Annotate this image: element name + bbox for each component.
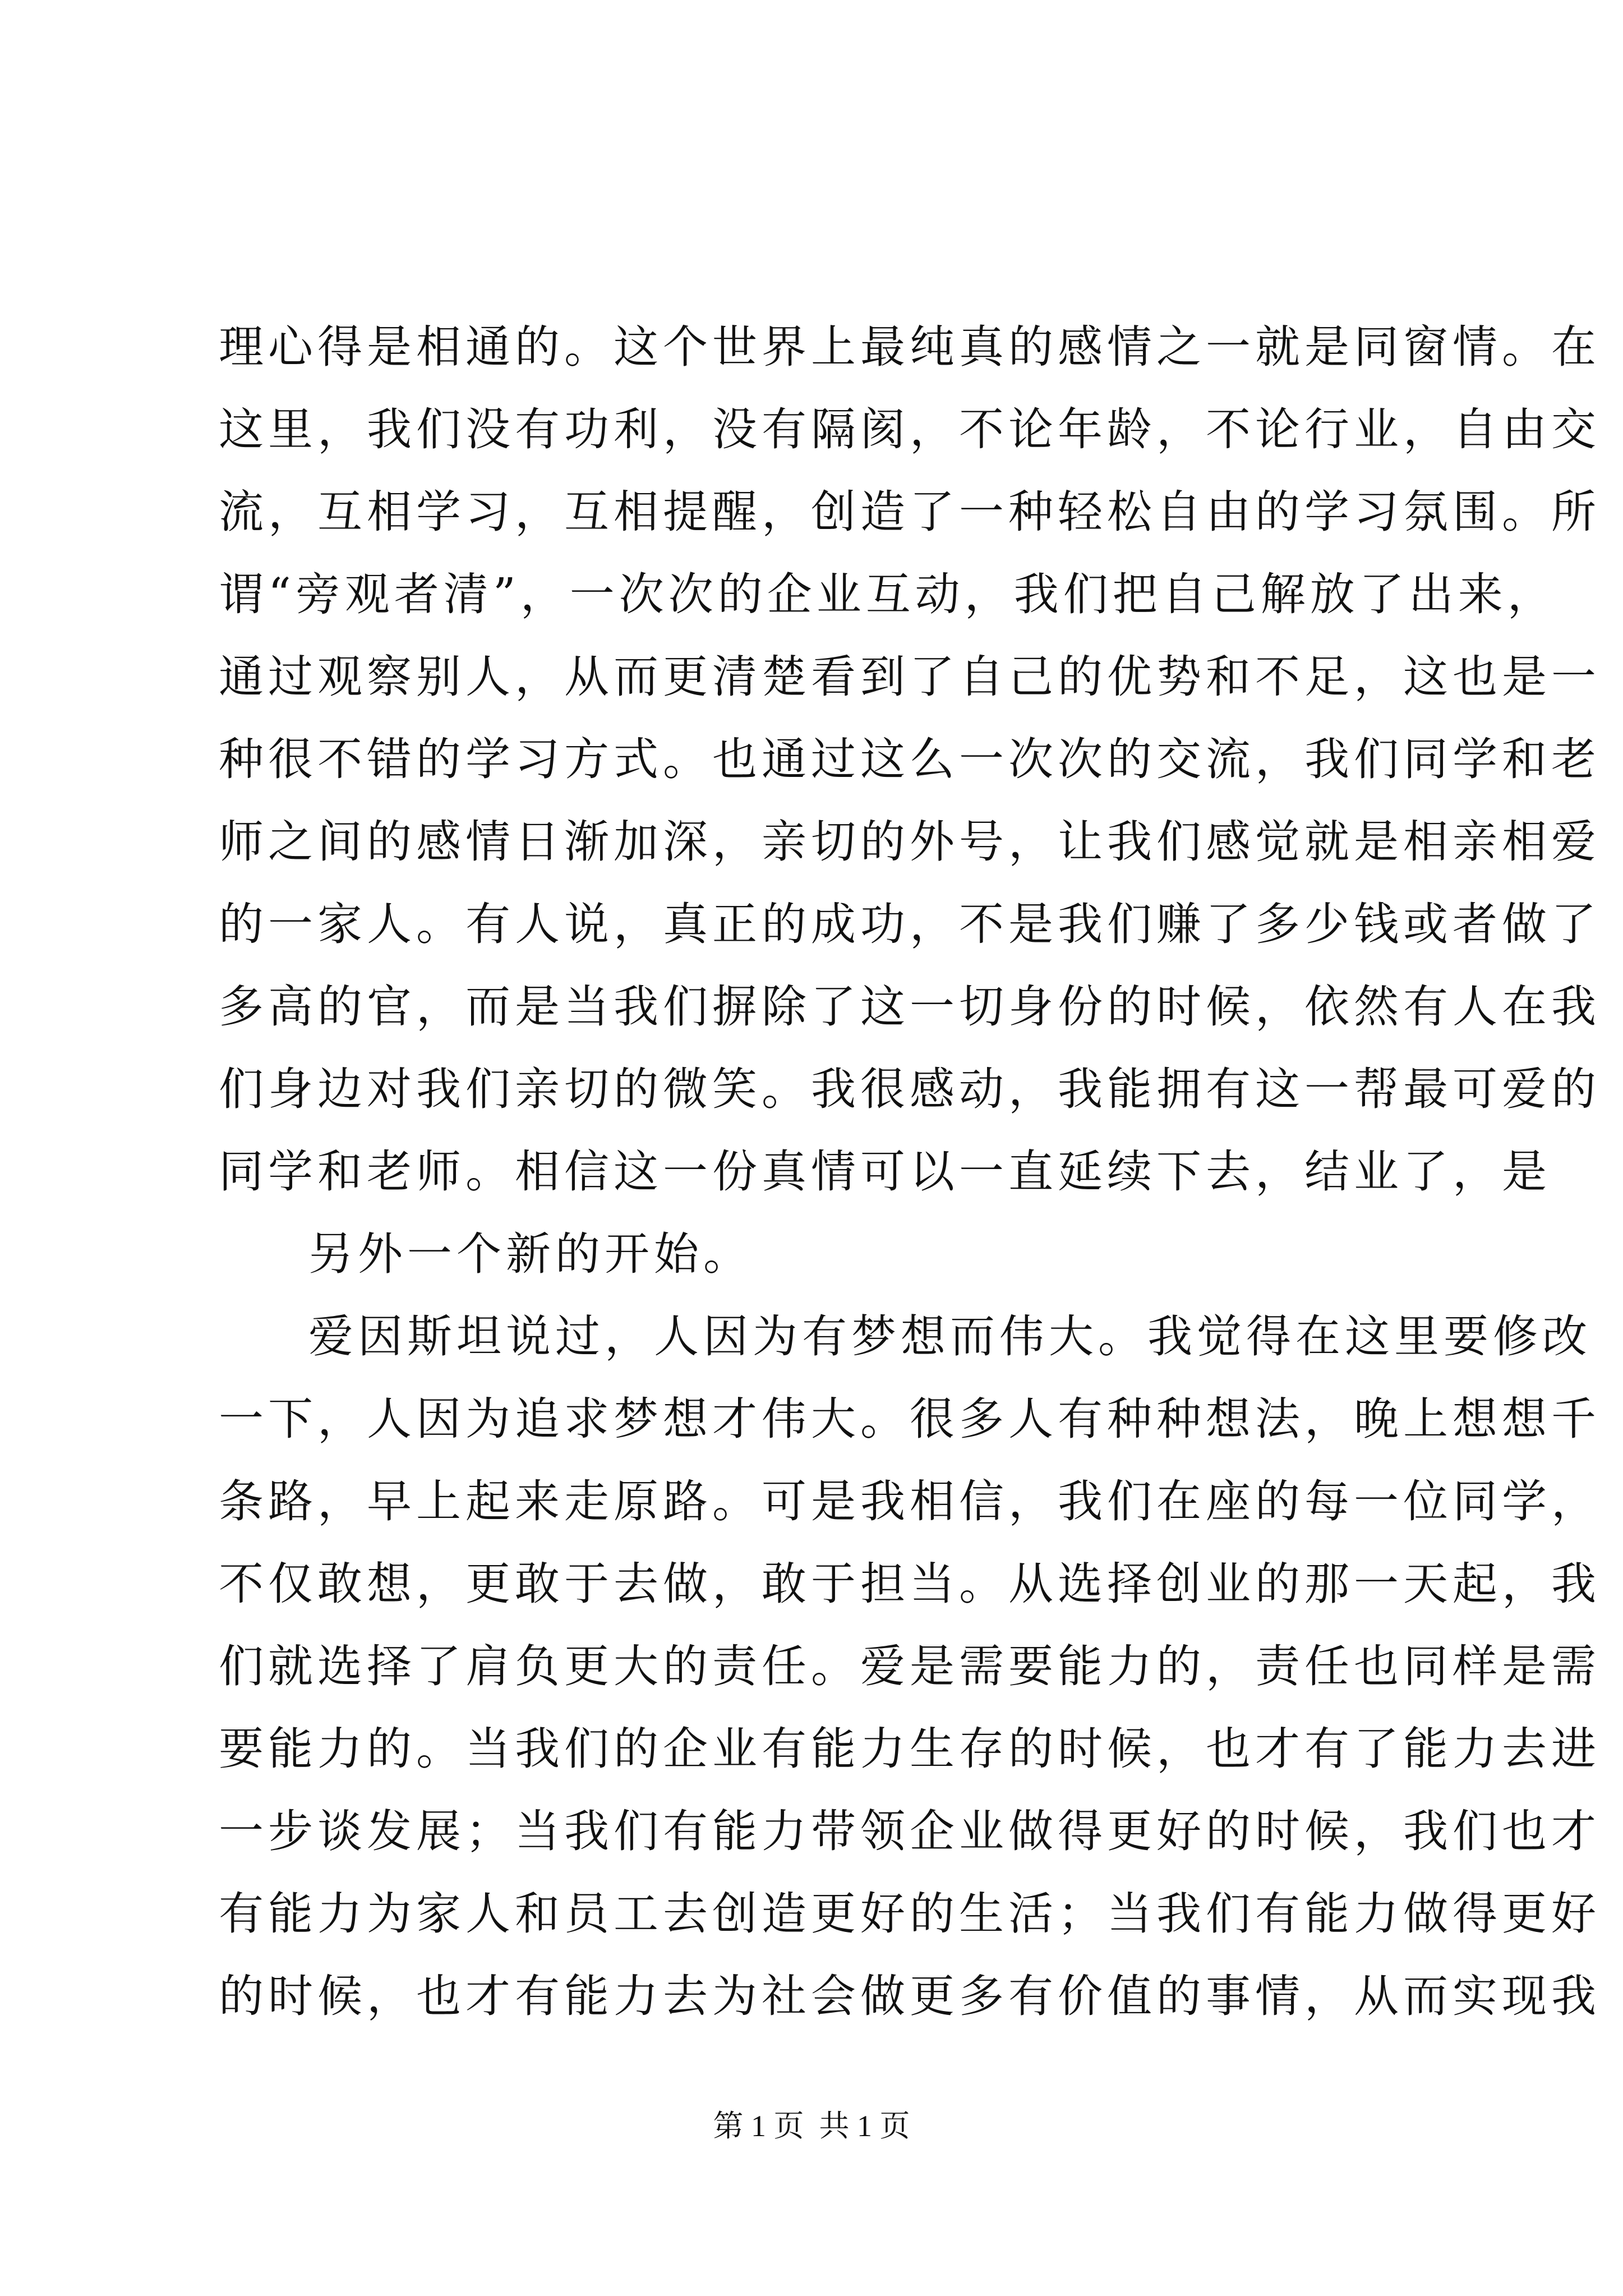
text-line: 有能力为家人和员工去创造更好的生活；当我们有能力做得更好 bbox=[219, 1888, 1601, 1940]
text-line: 谓“旁观者清”，一次次的企业互动，我们把自己解放了出来， bbox=[219, 568, 1557, 620]
text-line: 同学和老师。相信这一份真情可以一直延续下去，结业了，是 bbox=[219, 1145, 1551, 1198]
text-line: 们就选择了肩负更大的责任。爱是需要能力的，责任也同样是需 bbox=[219, 1640, 1601, 1692]
text-line: 通过观察别人，从而更清楚看到了自己的优势和不足，这也是一 bbox=[219, 651, 1601, 703]
page-footer: 第 1 页 共 1 页 bbox=[713, 2109, 910, 2143]
text-line: 多高的官，而是当我们摒除了这一切身份的时候，依然有人在我 bbox=[219, 981, 1601, 1033]
text-line: 条路，早上起来走原路。可是我相信，我们在座的每一位同学， bbox=[219, 1475, 1601, 1527]
text-line: 们身边对我们亲切的微笑。我很感动，我能拥有这一帮最可爱的 bbox=[219, 1063, 1601, 1115]
body-text bbox=[219, 306, 1601, 2037]
text-line-indented: 另外一个新的开始。 bbox=[308, 1228, 753, 1280]
text-line: 不仅敢想，更敢于去做，敢于担当。从选择创业的那一天起，我 bbox=[219, 1558, 1601, 1610]
text-line: 一下，人因为追求梦想才伟大。很多人有种种想法，晚上想想千 bbox=[219, 1393, 1601, 1445]
text-line: 的时候，也才有能力去为社会做更多有价值的事情，从而实现我 bbox=[219, 1970, 1601, 2022]
text-line: 理心得是相通的。这个世界上最纯真的感情之一就是同窗情。在 bbox=[219, 321, 1601, 373]
text-line: 流，互相学习，互相提醒，创造了一种轻松自由的学习氛围。所 bbox=[219, 486, 1601, 538]
text-line: 师之间的感情日渐加深，亲切的外号，让我们感觉就是相亲相爱 bbox=[219, 816, 1601, 868]
text-line: 种很不错的学习方式。也通过这么一次次的交流，我们同学和老 bbox=[219, 733, 1601, 785]
text-line: 要能力的。当我们的企业有能力生存的时候，也才有了能力去进 bbox=[219, 1723, 1601, 1775]
text-line: 的一家人。有人说，真正的成功，不是我们赚了多少钱或者做了 bbox=[219, 898, 1601, 950]
paragraph-start-line: 爱因斯坦说过，人因为有梦想而伟大。我觉得在这里要修改 bbox=[308, 1310, 1592, 1363]
text-line: 一步谈发展；当我们有能力带领企业做得更好的时候，我们也才 bbox=[219, 1805, 1601, 1857]
text-line: 这里，我们没有功利，没有隔阂，不论年龄，不论行业，自由交 bbox=[219, 403, 1601, 455]
